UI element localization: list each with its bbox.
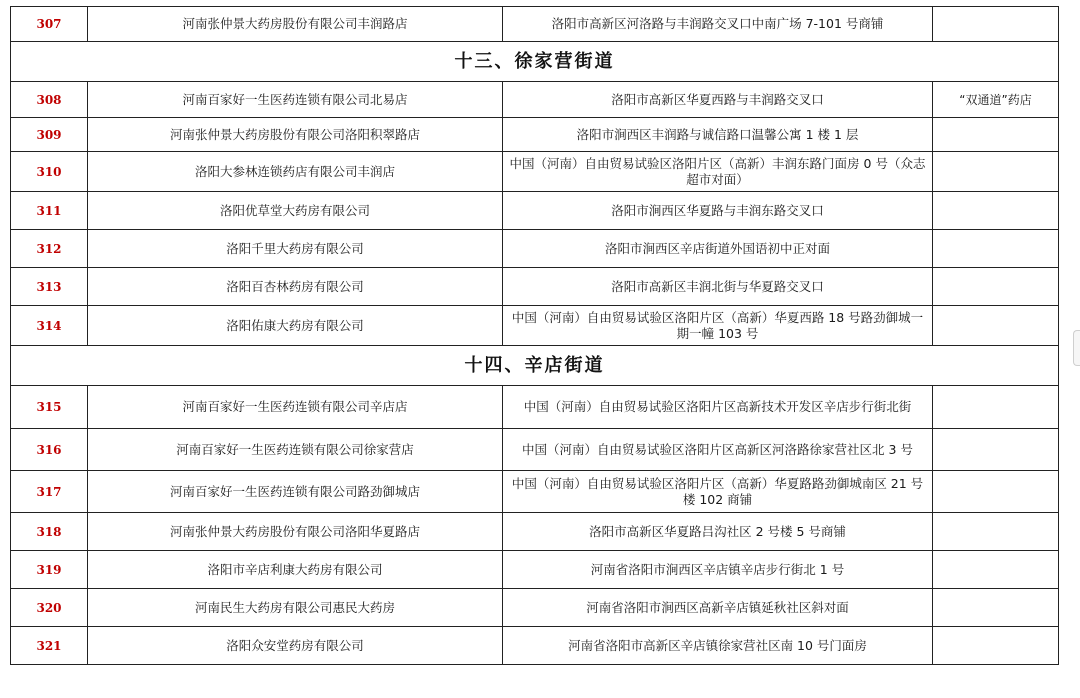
pharmacy-name: 洛阳佑康大药房有限公司 [88,306,503,346]
pharmacy-name: 洛阳百杏林药房有限公司 [88,268,503,306]
remark-cell [933,306,1059,346]
table-row [11,152,1059,192]
pharmacy-address: 河南省洛阳市涧西区辛店镇辛店步行街北 1 号 [503,551,933,589]
row-number: 310 [11,152,88,192]
pharmacy-name: 河南百家好一生医药连锁有限公司路劲御城店 [88,471,503,513]
table-row [11,306,1059,346]
pharmacy-name: 河南百家好一生医药连锁有限公司北易店 [88,82,503,118]
pharmacy-address: 洛阳市高新区华夏西路与丰润路交叉口 [503,82,933,118]
remark-cell [933,589,1059,627]
table-row [11,192,1059,230]
pharmacy-name: 河南百家好一生医药连锁有限公司徐家营店 [88,429,503,471]
pharmacy-address: 洛阳市高新区河洛路与丰润路交叉口中南广场 7-101 号商铺 [503,7,933,42]
row-number: 314 [11,306,88,346]
remark-cell [933,230,1059,268]
pharmacy-name: 洛阳市辛店利康大药房有限公司 [88,551,503,589]
section-header-row [11,42,1059,82]
row-number: 320 [11,589,88,627]
pharmacy-address: 中国（河南）自由贸易试验区洛阳片区（高新）华夏路路劲御城南区 21 号楼 102 商铺 [503,471,933,513]
table-row [11,230,1059,268]
remark-cell [933,513,1059,551]
pharmacy-address: 河南省洛阳市高新区辛店镇徐家营社区南 10 号门面房 [503,627,933,665]
pharmacy-address: 洛阳市涧西区辛店街道外国语初中正对面 [503,230,933,268]
remark-cell [933,429,1059,471]
table-row [11,82,1059,118]
section-title: 十三、徐家营街道 [11,42,1059,82]
row-number: 307 [11,7,88,42]
row-number: 312 [11,230,88,268]
pharmacy-name: 河南张仲景大药房股份有限公司丰润路店 [88,7,503,42]
row-number: 319 [11,551,88,589]
remark-cell [933,627,1059,665]
remark-cell [933,7,1059,42]
section-title: 十四、辛店街道 [11,346,1059,386]
row-number: 315 [11,386,88,429]
pharmacy-address: 洛阳市高新区华夏路吕沟社区 2 号楼 5 号商铺 [503,513,933,551]
pharmacy-address: 洛阳市高新区丰润北街与华夏路交叉口 [503,268,933,306]
remark-cell [933,386,1059,429]
pharmacy-table [10,6,1059,665]
pharmacy-address: 中国（河南）自由贸易试验区洛阳片区高新区河洛路徐家营社区北 3 号 [503,429,933,471]
table-row [11,627,1059,665]
table-row [11,513,1059,551]
scroll-handle[interactable] [1073,330,1080,366]
table-row [11,118,1059,152]
row-number: 321 [11,627,88,665]
row-number: 316 [11,429,88,471]
pharmacy-address: 洛阳市涧西区华夏路与丰润东路交叉口 [503,192,933,230]
pharmacy-name: 洛阳众安堂药房有限公司 [88,627,503,665]
row-number: 308 [11,82,88,118]
table-row [11,429,1059,471]
remark-cell: “双通道”药店 [933,82,1059,118]
remark-cell [933,471,1059,513]
remark-cell [933,152,1059,192]
pharmacy-name: 河南百家好一生医药连锁有限公司辛店店 [88,386,503,429]
pharmacy-address: 洛阳市涧西区丰润路与诚信路口温馨公寓 1 楼 1 层 [503,118,933,152]
table-row [11,471,1059,513]
table-row [11,589,1059,627]
row-number: 313 [11,268,88,306]
remark-cell [933,192,1059,230]
table-body [11,7,1059,665]
table-row [11,386,1059,429]
row-number: 311 [11,192,88,230]
pharmacy-address: 中国（河南）自由贸易试验区洛阳片区（高新）丰润东路门面房 0 号（众志超市对面） [503,152,933,192]
pharmacy-name: 河南张仲景大药房股份有限公司洛阳华夏路店 [88,513,503,551]
pharmacy-name: 洛阳优草堂大药房有限公司 [88,192,503,230]
remark-cell [933,551,1059,589]
row-number: 317 [11,471,88,513]
pharmacy-name: 洛阳千里大药房有限公司 [88,230,503,268]
remark-cell [933,118,1059,152]
remark-cell [933,268,1059,306]
table-row [11,551,1059,589]
pharmacy-name: 河南民生大药房有限公司惠民大药房 [88,589,503,627]
pharmacy-name: 洛阳大参林连锁药店有限公司丰润店 [88,152,503,192]
row-number: 309 [11,118,88,152]
section-header-row [11,346,1059,386]
table-row [11,7,1059,42]
pharmacy-address: 中国（河南）自由贸易试验区洛阳片区高新技术开发区辛店步行街北街 [503,386,933,429]
pharmacy-name: 河南张仲景大药房股份有限公司洛阳积翠路店 [88,118,503,152]
pharmacy-address: 中国（河南）自由贸易试验区洛阳片区（高新）华夏西路 18 号路劲御城一期一幢 103 号 [503,306,933,346]
row-number: 318 [11,513,88,551]
table-row [11,268,1059,306]
pharmacy-address: 河南省洛阳市涧西区高新辛店镇延秋社区斜对面 [503,589,933,627]
